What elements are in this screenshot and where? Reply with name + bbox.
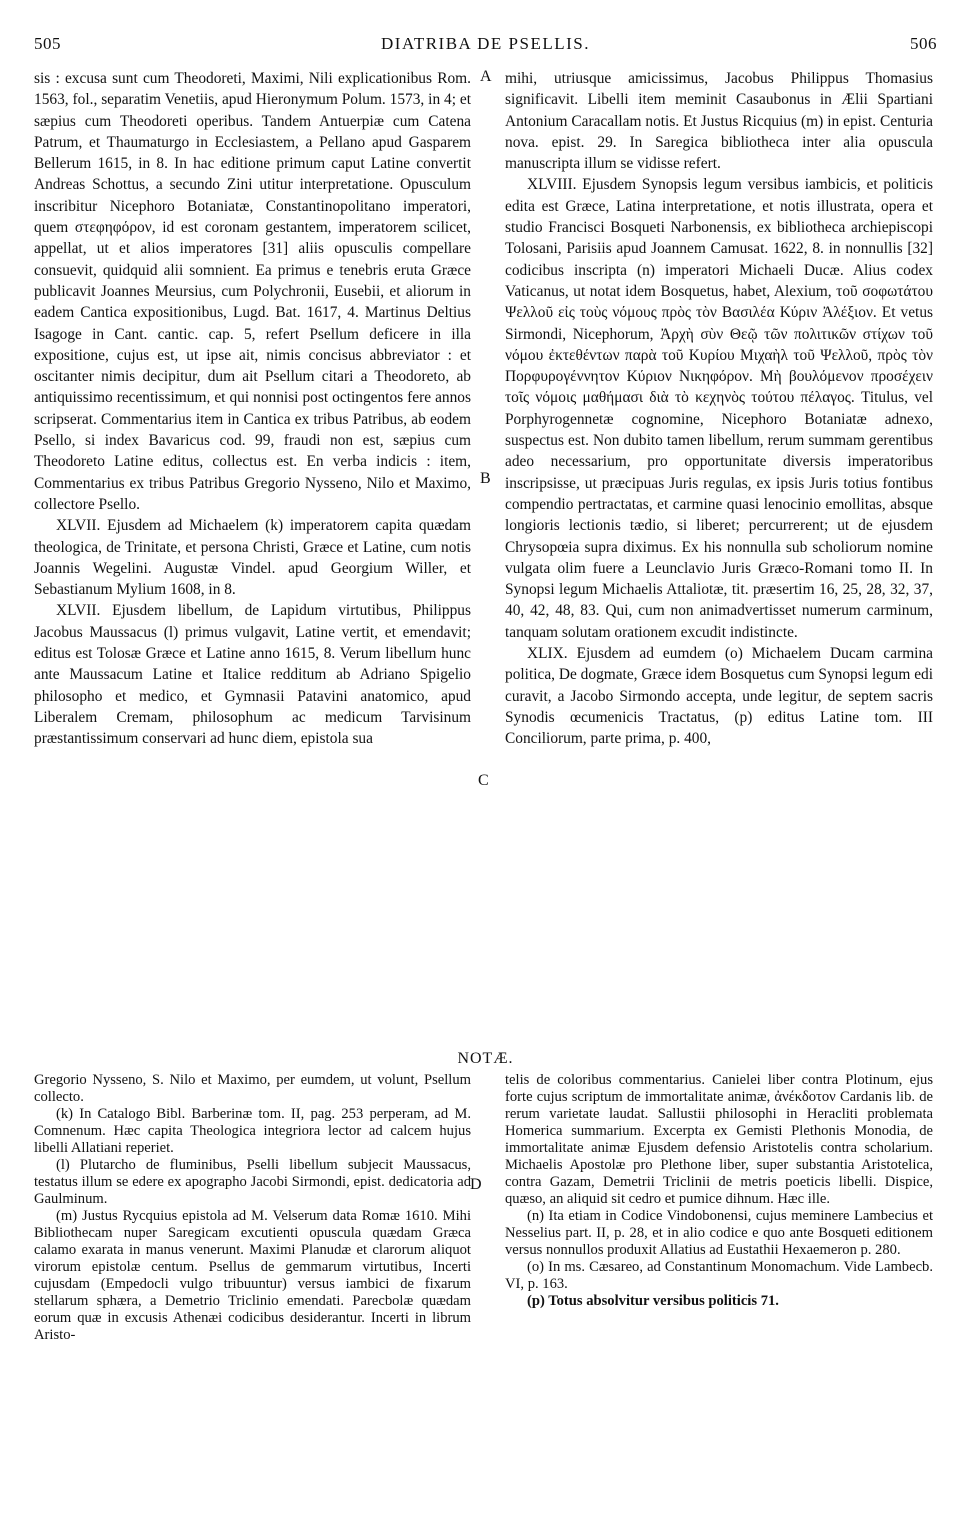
running-title: DIATRIBA DE PSELLIS. — [381, 34, 590, 53]
footnote-p: (p) Totus absolvitur versibus politicis 71. — [527, 1293, 779, 1309]
footnote-o: (o) In ms. Cæsareo, ad Constantinum Monomachum. Vide Lambecb. VI, p. 163. — [505, 1259, 933, 1292]
paragraph: sis : excusa sunt cum Theodoreti, Maximi, Nili explicationibus Rom. 1563, fol., separatim Venetiis, apud Hieronymum Polum. 1573, in 4; et sæpius cum Theodoreti operibus. Tandem Antuerpiæ cum Catena Patrum, et Thaumaturgo in Ecclesiastem, a Pellano apud Gasparem Bellerum 1615, in 8. In hac editione primum caput Latine convertit Andreas Schottus, a secundo Zini utitur interpretatione. Opusculum inscribitur Nicephoro Botaniatæ, Constantinopolitano imperatori, quem στεφηφόρον, id est coronam gestantem, imperatorem scilicet, appellat, ut et alios imperatores [31] aliis opusculis compellare consuevit, quidquid alii somnient. Ea primus e tenebris eruta Græce publicavit Joannes Meursius, cum Polychronii, Eusebii, et aliorum in eadem Cantica expositionibus, Lugd. Bat. 1617, 4. Martinus Deltius Isagoge in Cant. cantic. cap. 5, refert Psellum deficere in illa expositione, cujus est, ut ipse ait, nimis concisus abbreviator : et oscitanter nimis decipitur, dum ait Psellum citari a Theodoreto, ab antiquissimo recentissimum, et qui nonnisi post octingentos fere annos scripserat. Commentarius item in Cantica ex tribus Patribus, ab eodem Psello, si index Bavaricus cod. 99, fraudi non est, sæpius cum Theodoreto Latine editus, collectus est. En verba indicis : item, Commentarius ex tribus Patribus Gregorio Nysseno, Nilo et Maximo, collectore Psello. — [34, 70, 471, 513]
margin-letter-c: C — [478, 772, 489, 789]
footnote-l: (l) Plutarcho de fluminibus, Pselli libellum subjecit Maussacus, testatus illum se edere ex apographo Jacobi Sirmondi, epist. dedicatoria ad Gaulminum. — [34, 1157, 471, 1207]
footnote: Gregorio Nysseno, S. Nilo et Maximo, per eumdem, ut volunt, Psellum collecto. — [34, 1072, 471, 1105]
footnote-k: (k) In Catalogo Bibl. Barberinæ tom. II, pag. 253 perperam, ad M. Comnenum. Hæc capita Theologica integriora lector ad calcem hujus libelli Allatiani reperiet. — [34, 1106, 471, 1156]
page-number-left: 505 — [34, 34, 61, 53]
paragraph-xlix-carmina: XLIX. Ejusdem ad eumdem (o) Michaelem Ducam carmina politica, De dogmate, Græce idem Bosquetus cum Synopsi legum edi curavit, a Jacobo Sirmondo accepta, unde legitur, de septem sacris Synodis œcumenicis Tractatus, (p) editus Latine tom. III Conciliorum, parte prima, p. 400, — [505, 645, 933, 748]
running-header — [34, 34, 937, 58]
paragraph-xlvii-capita: XLVII. Ejusdem ad Michaelem (k) imperatorem capita quædam theologica, de Trinitate, et persona Christi, Græce et Latine, cum notis Joannis Wegelini. Augustæ Vindel. apud Georgium Willer, et Sebastianum Mylium 1608, in 8. — [34, 517, 471, 599]
paragraph-xlvii-lapidum: XLVII. Ejusdem libellum, de Lapidum virtutibus, Philippus Jacobus Maussacus (l) primus vulgavit, Latine vertit, et emendavit; editus est Tolosæ Græce et Latine anno 1615, 8. Verum libellum hunc ante Maussacum Latine et Italice redditum ab Adriano Spigelio philosopho et medico, et Gymnasii Patavini anatomico, apud Liberalem Cremam, philosophum ac medicum Tarvisinum præstantissimum conservari ad hunc diem, epistola sua — [34, 602, 471, 748]
paragraph-xlviii-synopsis: XLVIII. Ejusdem Synopsis legum versibus iambicis, et politicis edita est Græce, Latina interpretatione, et notis illustrata, opera et studio Francisci Bosqueti Narbonensis, ex bibliotheca archiepiscopi Tolosani, Parisiis apud Joannem Camusat. 1622, 8. in nonnullis [32] codicibus inscripta (n) imperatori Michaeli Ducæ. Alius codex Vaticanus, ut notat idem Bosquetus, habet, Alexium, τοῦ σοφωτάτου Ψελλοῦ εἰς τοὺς νόμους πρὸς τὸν Βασιλέα Κύριν Ἀλέξιον. Et vetus Sirmondi, Nicephorum, Ἀρχὴ σὺν Θεῷ τῶν πολιτικῶν στίχων τοῦ νόμου ἐκτεθέντων παρὰ τοῦ Κυρίου Μιχαὴλ τοῦ Ψελλοῦ, πρὸς τὸν Πορφυρογέννητον Κύριον Νικηφόρον. Μὴ βουλόμενον προσέχειν τοῖς νόμοις μαθήμασι διὰ τὸ κεχηνὸς τούτου πέλαγος. Titulus, vel Porphyrogennetæ cognomine, Nicephoro Botaniatæ adnexo, suspectus est. Non dubito tamen libellum, rerum summam gerentibus adeo necessarium, pro opportunitate diversis imperatoribus inscripsisse, ut præcipuas Juris regulas, ex ipsis Juris totius fontibus compendio pertractatas, et carmine quasi lenocinio emollitas, absque longioris lectionis tædio, si liberet; percurrerent; ut de ejusdem Chrysopœia supra diximus. Ex his nonnulla sub scholiorum nomine vulgata olim fuere a Leunclavio Juris Græco-Romani tomo II. In Synopsi legum Michaelis Attaliotæ, tit. præsertim 16, 25, 28, 32, 37, 40, 42, 48, 83. Qui, cum non animadvertisset numerum carminum, tanquam solutam orationem excudit indistincte. — [505, 176, 933, 641]
main-left-column — [34, 68, 471, 750]
margin-letter-d: D — [470, 1176, 482, 1193]
margin-letter-a: A — [480, 68, 492, 85]
page-number-right: 506 — [910, 34, 937, 53]
footnote-m: (m) Justus Rycquius epistola ad M. Velserum data Romæ 1610. Mihi Bibliothecam nuper Saregicam excutienti opuscula quædam Græca calamo exarata in manus venerunt. Maximi Planudæ et clarorum aliquot virorum epistolæ centum. Psellus de gemmarum virtutibus, Incerti cujusdam (Empedocli vulgo tribuuntur) versus iambici de fixarum stellarum sphæra, a Demetrio Triclinio emendati. Parecbolæ quædam eorum quæ in excusis Athenæi codicibus desiderantur. Incerti in librum Aristo- — [34, 1208, 471, 1343]
footnote-n: (n) Ita etiam in Codice Vindobonensi, cujus meminere Lambecius et Nesselius part. II, p. 28, et in alio codice e quo ante Bosqueti editionem versus nonnullos produxit Allatius ad Eustathii Hexaemeron p. 280. — [505, 1208, 933, 1258]
notes-left-column — [34, 1072, 471, 1344]
paragraph: mihi, utriusque amicissimus, Jacobus Philippus Thomasius significavit. Libelli item meminit Casaubonus in Ælii Spartiani Antonium Caracallam notis. Et Justus Ricquius (m) in epist. Centuria nova. epist. 29. In Saregica bibliotheca inter alia opuscula manuscripta illum se vidisse refert. — [505, 70, 933, 173]
footnote: telis de coloribus commentarius. Canielei liber contra Plotinum, ejus forte cujus scriptum de immortalitate animæ, ἀνέκδοτον Cardanis lib. de rerum varietate laudat. Sallustii philosophi in Heracliti problemata Homerica summarium. Excerpta ex Gemisti Plethonis Monodia, de immortalitate animæ Ejusdem defensio Aristotelis contra scholarium. Michaelis Apostolæ pro Plethone liber, super substantia Aristotelica, contra Gazam, Demetrii Triclinii de metris poeticis libelli. Dispice, quæso, an aliquid sit cedro et pumice dihnum. Hæc ille. — [505, 1072, 933, 1207]
notes-right-column — [505, 1072, 933, 1310]
main-right-column — [505, 68, 933, 750]
margin-letter-b: B — [480, 470, 491, 487]
notes-heading: NOTÆ. — [457, 1050, 514, 1067]
